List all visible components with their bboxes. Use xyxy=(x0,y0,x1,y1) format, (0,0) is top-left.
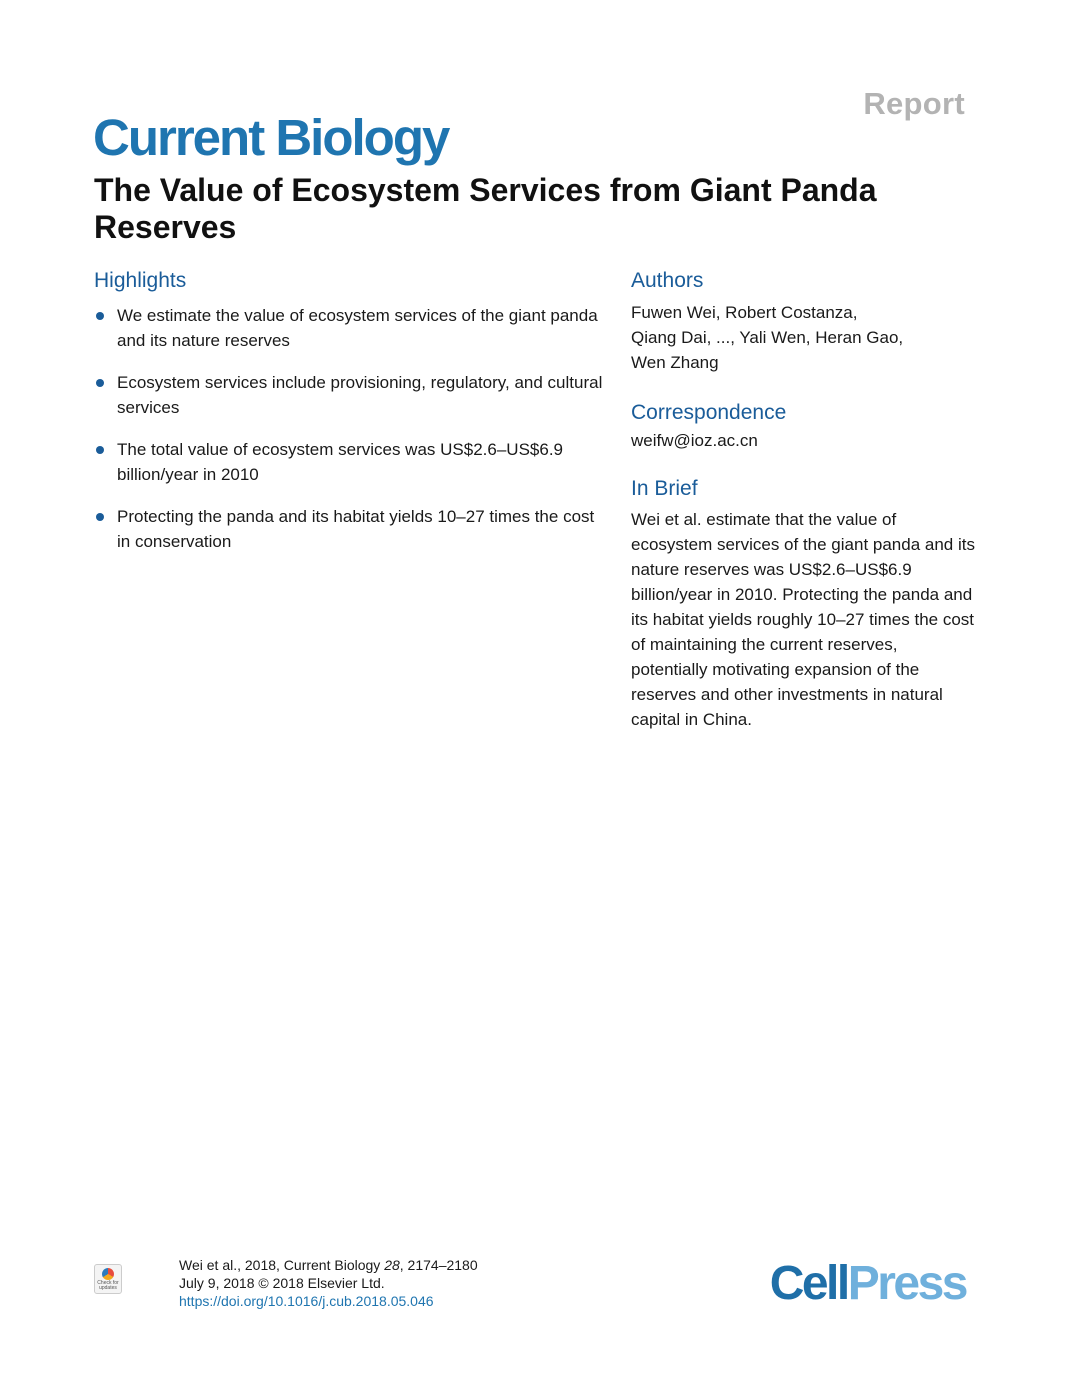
highlights-list xyxy=(94,303,604,554)
authors-line: Qiang Dai, ..., Yali Wen, Heran Gao, xyxy=(631,328,904,347)
highlights-section xyxy=(94,269,604,571)
bullet-icon xyxy=(96,513,104,521)
correspondence-email-link[interactable]: weifw@ioz.ac.cn xyxy=(631,431,758,450)
authors-list[interactable] xyxy=(631,300,976,375)
highlight-text: The total value of ecosystem services was US$2.6–US$6.9 billion/year in 2010 xyxy=(117,440,563,484)
citation-block xyxy=(179,1256,478,1310)
article-type-label: Report xyxy=(863,86,965,121)
highlight-item xyxy=(94,437,604,487)
highlight-item xyxy=(94,504,604,554)
highlight-item xyxy=(94,303,604,353)
citation-line xyxy=(179,1256,478,1274)
bullet-icon xyxy=(96,446,104,454)
logo-press-text: Press xyxy=(847,1257,966,1310)
journal-title[interactable]: Current Biology xyxy=(93,109,449,166)
in-brief-heading: In Brief xyxy=(631,477,698,500)
cellpress-logo[interactable] xyxy=(770,1258,966,1310)
highlight-text: Protecting the panda and its habitat yields 10–27 times the cost in conservation xyxy=(117,507,595,551)
date-copyright: July 9, 2018 © 2018 Elsevier Ltd. xyxy=(179,1275,385,1291)
sidebar-column xyxy=(631,269,976,732)
check-for-updates-badge[interactable] xyxy=(94,1264,122,1294)
correspondence-heading: Correspondence xyxy=(631,401,787,424)
bullet-icon xyxy=(96,312,104,320)
highlight-text: We estimate the value of ecosystem services of the giant panda and its nature reserves xyxy=(117,306,598,350)
highlight-text: Ecosystem services include provisioning, regulatory, and cultural services xyxy=(117,373,603,417)
citation-prefix: Wei et al., 2018, Current Biology xyxy=(179,1257,385,1273)
citation-volume: 28 xyxy=(384,1257,400,1273)
authors-heading: Authors xyxy=(631,269,704,292)
logo-cell-text: Cell xyxy=(769,1257,848,1310)
check-for-updates-icon xyxy=(102,1268,114,1280)
badge-label: Check for updates xyxy=(97,1280,119,1291)
authors-line: Fuwen Wei, Robert Costanza, xyxy=(631,303,858,322)
paper-title: The Value of Ecosystem Services from Giant Panda Reserves xyxy=(94,172,877,245)
bullet-icon xyxy=(96,379,104,387)
highlights-heading: Highlights xyxy=(94,269,187,292)
highlight-item xyxy=(94,370,604,420)
doi-link[interactable]: https://doi.org/10.1016/j.cub.2018.05.046 xyxy=(179,1293,434,1309)
authors-line: Wen Zhang xyxy=(631,353,719,372)
citation-pages: , 2174–2180 xyxy=(399,1257,478,1273)
in-brief-text: Wei et al. estimate that the value of ecosystem services of the giant panda and its nature reserves was US$2.6–US$6.9 billion/year in 2010. Protecting the panda and its habitat yields roughly 10–27 times the cost of maintaining the current reserves, potentially motivating expansion of the reserves and other investments in natural capital in China. xyxy=(631,510,975,729)
